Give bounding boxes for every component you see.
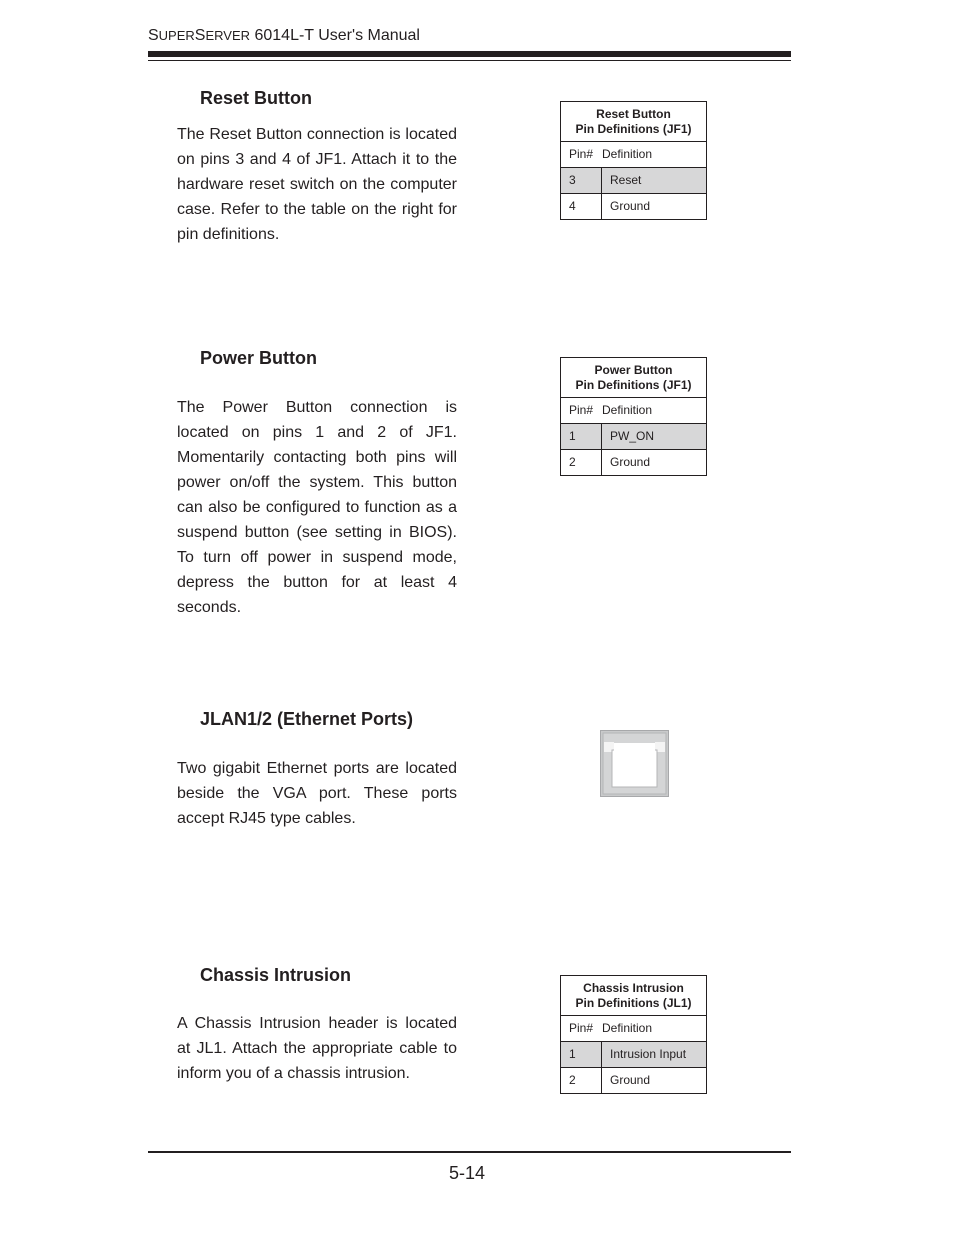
table-row <box>561 1067 706 1093</box>
pin-table-power-button <box>560 357 707 476</box>
table-cell-definition: Ground <box>610 199 651 213</box>
table-cell-pin: 4 <box>561 194 602 219</box>
header-title-part: ERVER <box>205 28 251 43</box>
table-caption-line: Reset Button <box>596 107 671 121</box>
table-caption <box>561 976 706 1016</box>
header-rule <box>148 60 791 61</box>
table-cell-pin: 2 <box>561 1068 602 1093</box>
header-title-part: S <box>148 27 159 44</box>
table-row <box>561 423 706 449</box>
column-header-definition: Definition <box>602 147 653 161</box>
table-row <box>561 449 706 475</box>
header-rule <box>148 51 791 57</box>
section-body-power-button: The Power Button connection is located on pins 1 and 2 of JF1. Momentarily contacting both pins will power on/off the system. This button can also be configured to function as a suspend button (see setting in BIOS). To turn off power in suspend mode, depress the button for at least 4 seconds. <box>177 399 457 616</box>
table-cell-definition: Ground <box>610 1073 651 1087</box>
table-header-row <box>561 1016 706 1041</box>
section-heading-chassis-intrusion: Chassis Intrusion <box>200 965 352 985</box>
header-title-part: 6014L-T User's Manual <box>250 27 420 44</box>
pin-table-chassis-intrusion <box>560 975 707 1094</box>
section-heading-reset-button: Reset Button <box>200 88 312 108</box>
table-cell-definition: PW_ON <box>610 429 655 443</box>
section-heading-jlan: JLAN1/2 (Ethernet Ports) <box>200 709 414 729</box>
section-body-chassis-intrusion: A Chassis Intrusion header is located at JL1. Attach the appropriate cable to inform you of a chassis intrusion. <box>177 1015 457 1082</box>
table-cell-pin: 1 <box>561 424 602 449</box>
header-title-part: S <box>194 27 206 44</box>
table-caption-line: Pin Definitions (JF1) <box>575 122 692 136</box>
table-caption <box>561 358 706 398</box>
table-caption-line: Pin Definitions (JF1) <box>575 378 692 392</box>
table-header-row <box>561 142 706 167</box>
table-caption <box>561 102 706 142</box>
column-header-definition: Definition <box>602 1021 653 1035</box>
table-cell-definition: Reset <box>610 173 642 187</box>
table-header-row <box>561 398 706 423</box>
column-header-definition: Definition <box>602 403 653 417</box>
page-number: 5-14 <box>449 1163 486 1183</box>
table-caption-line: Chassis Intrusion <box>583 981 684 995</box>
section-body-jlan: Two gigabit Ethernet ports are located beside the VGA port. These ports accept RJ45 type cables. <box>177 760 457 827</box>
column-header-pin: Pin# <box>569 1021 594 1035</box>
table-cell-pin: 3 <box>561 168 602 193</box>
column-header-pin: Pin# <box>569 403 594 417</box>
table-row <box>561 167 706 193</box>
table-row <box>561 1041 706 1067</box>
table-caption-line: Pin Definitions (JL1) <box>575 996 692 1010</box>
table-cell-pin: 2 <box>561 450 602 475</box>
running-header-title <box>148 27 420 45</box>
section-body-reset-button: The Reset Button connection is located on pins 3 and 4 of JF1. Attach it to the hardware reset switch on the computer case. Refer to the table on the right for pin definitions. <box>177 126 457 243</box>
header-title-part: UPER <box>158 28 195 43</box>
pin-table-reset-button <box>560 101 707 220</box>
section-heading-power-button: Power Button <box>200 348 317 368</box>
column-header-pin: Pin# <box>569 147 594 161</box>
table-cell-pin: 1 <box>561 1042 602 1067</box>
table-cell-definition: Intrusion Input <box>610 1047 687 1061</box>
table-caption-line: Power Button <box>594 363 673 377</box>
rj45-port-icon <box>600 730 669 797</box>
table-cell-definition: Ground <box>610 455 651 469</box>
table-row <box>561 193 706 219</box>
footer-rule <box>148 1151 791 1153</box>
